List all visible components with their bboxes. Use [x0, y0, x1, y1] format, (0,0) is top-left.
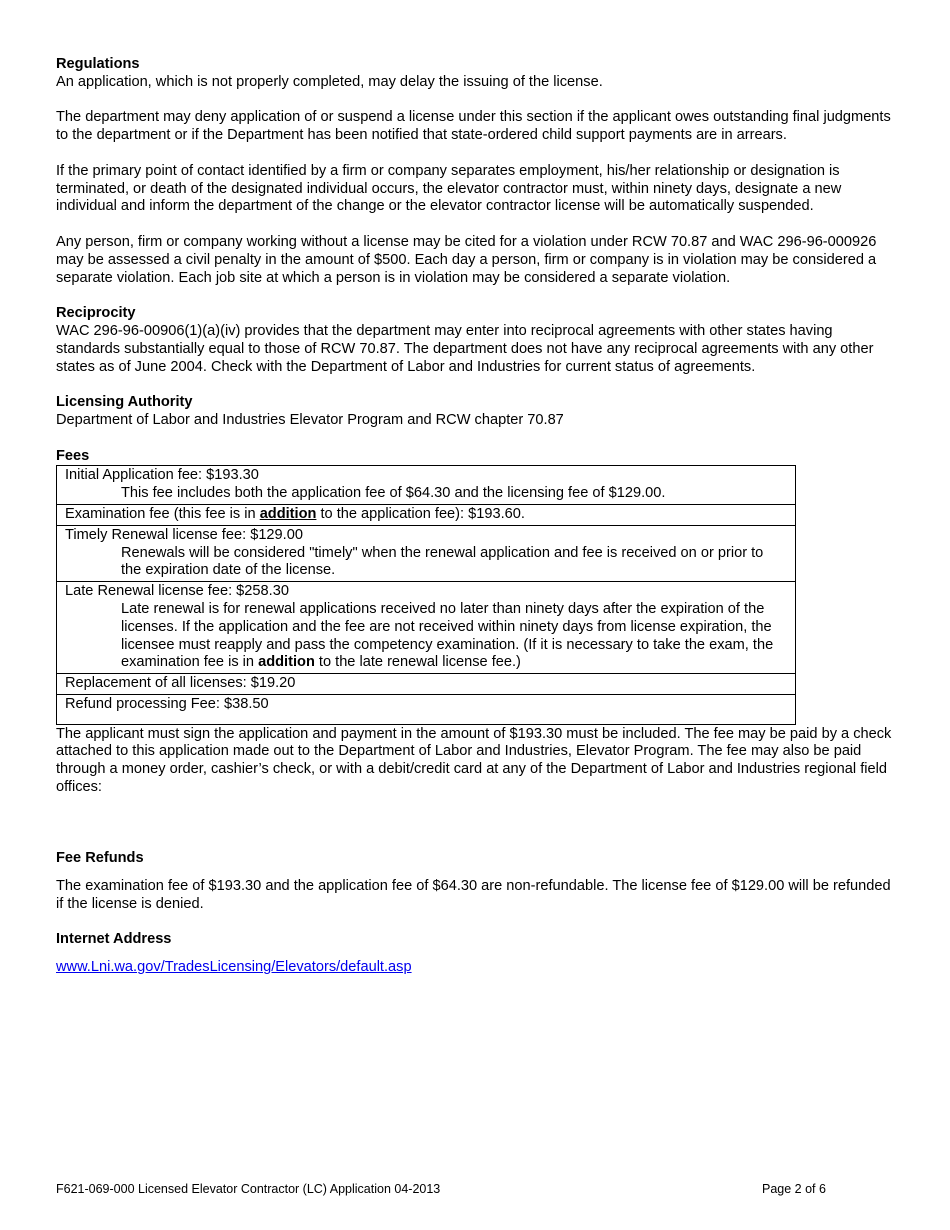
table-row	[57, 694, 796, 724]
footer-page-number: Page 2 of 6	[762, 1182, 826, 1196]
initial-fee-title: Initial Application fee: $193.30	[65, 467, 259, 484]
table-row	[57, 466, 796, 505]
footer-form-id: F621-069-000 Licensed Elevator Contractor (LC) Application 04-2013	[56, 1182, 441, 1196]
regulations-paragraph-3: If the primary point of contact identified by a firm or company separates employment, his/her relationship or designation is terminated, or death of the designated individual occurs, the elevator contractor must, within ninety days, designate a new individual and inform the department of the change or the elevator contractor license will be automatically suspended.	[56, 162, 842, 215]
licensing-authority-heading: Licensing Authority	[56, 394, 193, 411]
late-renewal-detail	[65, 601, 787, 672]
timely-renewal-title: Timely Renewal license fee: $129.00	[65, 526, 303, 543]
regulations-paragraph-4: Any person, firm or company working without a license may be cited for a violation under RCW 70.87 and WAC 296-96-000926 may be assessed a civil penalty in the amount of $500. Each day a person, firm or company is in violation may be considered a separate violation. Each job site at which a person is in violation may be considered a separate violation.	[56, 233, 877, 286]
fee-cell-initial	[57, 466, 796, 505]
fee-cell-late-renewal	[57, 582, 796, 674]
table-row	[57, 504, 796, 525]
reciprocity-heading: Reciprocity	[56, 305, 136, 322]
fee-cell-exam	[57, 504, 796, 525]
reciprocity-text: WAC 296-96-00906(1)(a)(iv) provides that the department may enter into reciprocal agreements with other states having standards substantially equal to those of RCW 70.87. The department does not have any reciprocal agreements with any other states as of June 2004. Check with the Department of Labor and Industries for current status of agreements.	[56, 322, 874, 375]
payment-text: The applicant must sign the application and payment in the amount of $193.30 must be included. The fee may be paid by a check attached to this application made out to the Department of Labor and Industries, Elevator Program. The fee may also be paid through a money order, cashier’s check, or with a debit/credit card at any of the Department of Labor and Industries regional field offices:	[56, 725, 892, 796]
fee-cell-refund-processing: Refund processing Fee: $38.50	[57, 694, 796, 724]
internet-address-link[interactable]: www.Lni.wa.gov/TradesLicensing/Elevators/default.asp	[56, 959, 412, 976]
regulations-heading: Regulations	[56, 56, 140, 72]
late-renewal-title: Late Renewal license fee: $258.30	[65, 583, 289, 600]
initial-fee-detail: This fee includes both the application fee of $64.30 and the licensing fee of $129.00.	[121, 485, 666, 502]
document-page	[56, 56, 898, 977]
table-row	[57, 582, 796, 674]
exam-fee-text-pre: Examination fee (this fee is in	[65, 505, 260, 522]
late-renewal-detail-post: to the late renewal license fee.)	[314, 654, 521, 671]
timely-renewal-detail: Renewals will be considered "timely" when the renewal application and fee is received on or prior to the expiration date of the license.	[121, 544, 764, 579]
licensing-authority-text: Department of Labor and Industries Elevator Program and RCW chapter 70.87	[56, 411, 564, 428]
fees-heading: Fees	[56, 447, 90, 464]
exam-fee-emphasis: addition	[259, 505, 317, 522]
fees-table	[56, 465, 796, 724]
table-row	[57, 525, 796, 581]
fee-cell-timely-renewal	[57, 525, 796, 581]
fee-refunds-text: The examination fee of $193.30 and the application fee of $64.30 are non-refundable. The license fee of $129.00 will be refunded if the license is denied.	[56, 878, 891, 912]
regulations-paragraph-1: An application, which is not properly completed, may delay the issuing of the license.	[56, 73, 603, 90]
late-renewal-emphasis: addition	[258, 654, 315, 671]
internet-address-heading: Internet Address	[56, 931, 172, 948]
late-renewal-detail-pre: Late renewal is for renewal applications received no later than ninety days after the expiration of the licenses. If the application and the fee are not received within ninety days from license expiration, the licensee must reapply and pass the competency examination. (If it is necessary to take the exam, the examination fee is in	[121, 600, 774, 671]
regulations-paragraph-2: The department may deny application of or suspend a license under this section if the applicant owes outstanding final judgments to the department or if the Department has been notified that state-ordered child support payments are in arrears.	[56, 109, 891, 144]
fee-cell-replacement: Replacement of all licenses: $19.20	[57, 674, 796, 695]
fee-refunds-heading: Fee Refunds	[56, 850, 144, 867]
table-row	[57, 674, 796, 695]
exam-fee-text-post: to the application fee): $193.60.	[316, 505, 525, 522]
